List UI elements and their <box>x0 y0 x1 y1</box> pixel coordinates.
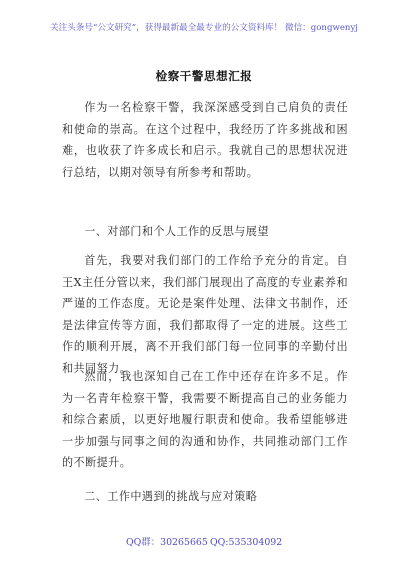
document-title: 检察干警思想汇报 <box>155 69 253 83</box>
section-heading-1: 一、对部门和个人工作的反思与展望 <box>84 225 269 238</box>
paragraph-affirmation: 首先，我要对我们部门的工作给予充分的肯定。自王X主任分管以来，我们部门展现出了高度的专业素养和严谨的工作态度。无论是案件处理、法律文书制作，还是法律宣传等方面，我们都取得了一定的进展。这些工作的顺利开展，离不开我们部门每一位同事的辛勤付出和共同努力。 <box>62 254 348 375</box>
paragraph-shortcomings: 然而，我也深知自己在工作中还存在许多不足。作为一名青年检察干警，我需要不断提高自己的业务能力和综合素质，以更好地履行职责和使命。我希望能够进一步加强与同事之间的沟通和协作，共同推动部门工作的不断提升。 <box>62 370 348 469</box>
section-heading-2: 二、工作中遇到的挑战与应对策略 <box>84 490 258 503</box>
qq-group-number: QQ群：30265665 <box>126 537 208 548</box>
header-banner: 关注头条号“公文研究”，获得最新最全最专业的公文资料库！ 微信：gongwenyj <box>50 23 358 33</box>
qq-number: QQ:535304092 <box>210 537 283 548</box>
paragraph-intro: 作为一名检察干警，我深深感受到自己肩负的责任和使命的崇高。在这个过程中，我经历了许多挑战和困难，也收获了许多成长和启示。我就自己的思想状况进行总结，以期对领导有所参考和帮助。 <box>62 101 348 179</box>
